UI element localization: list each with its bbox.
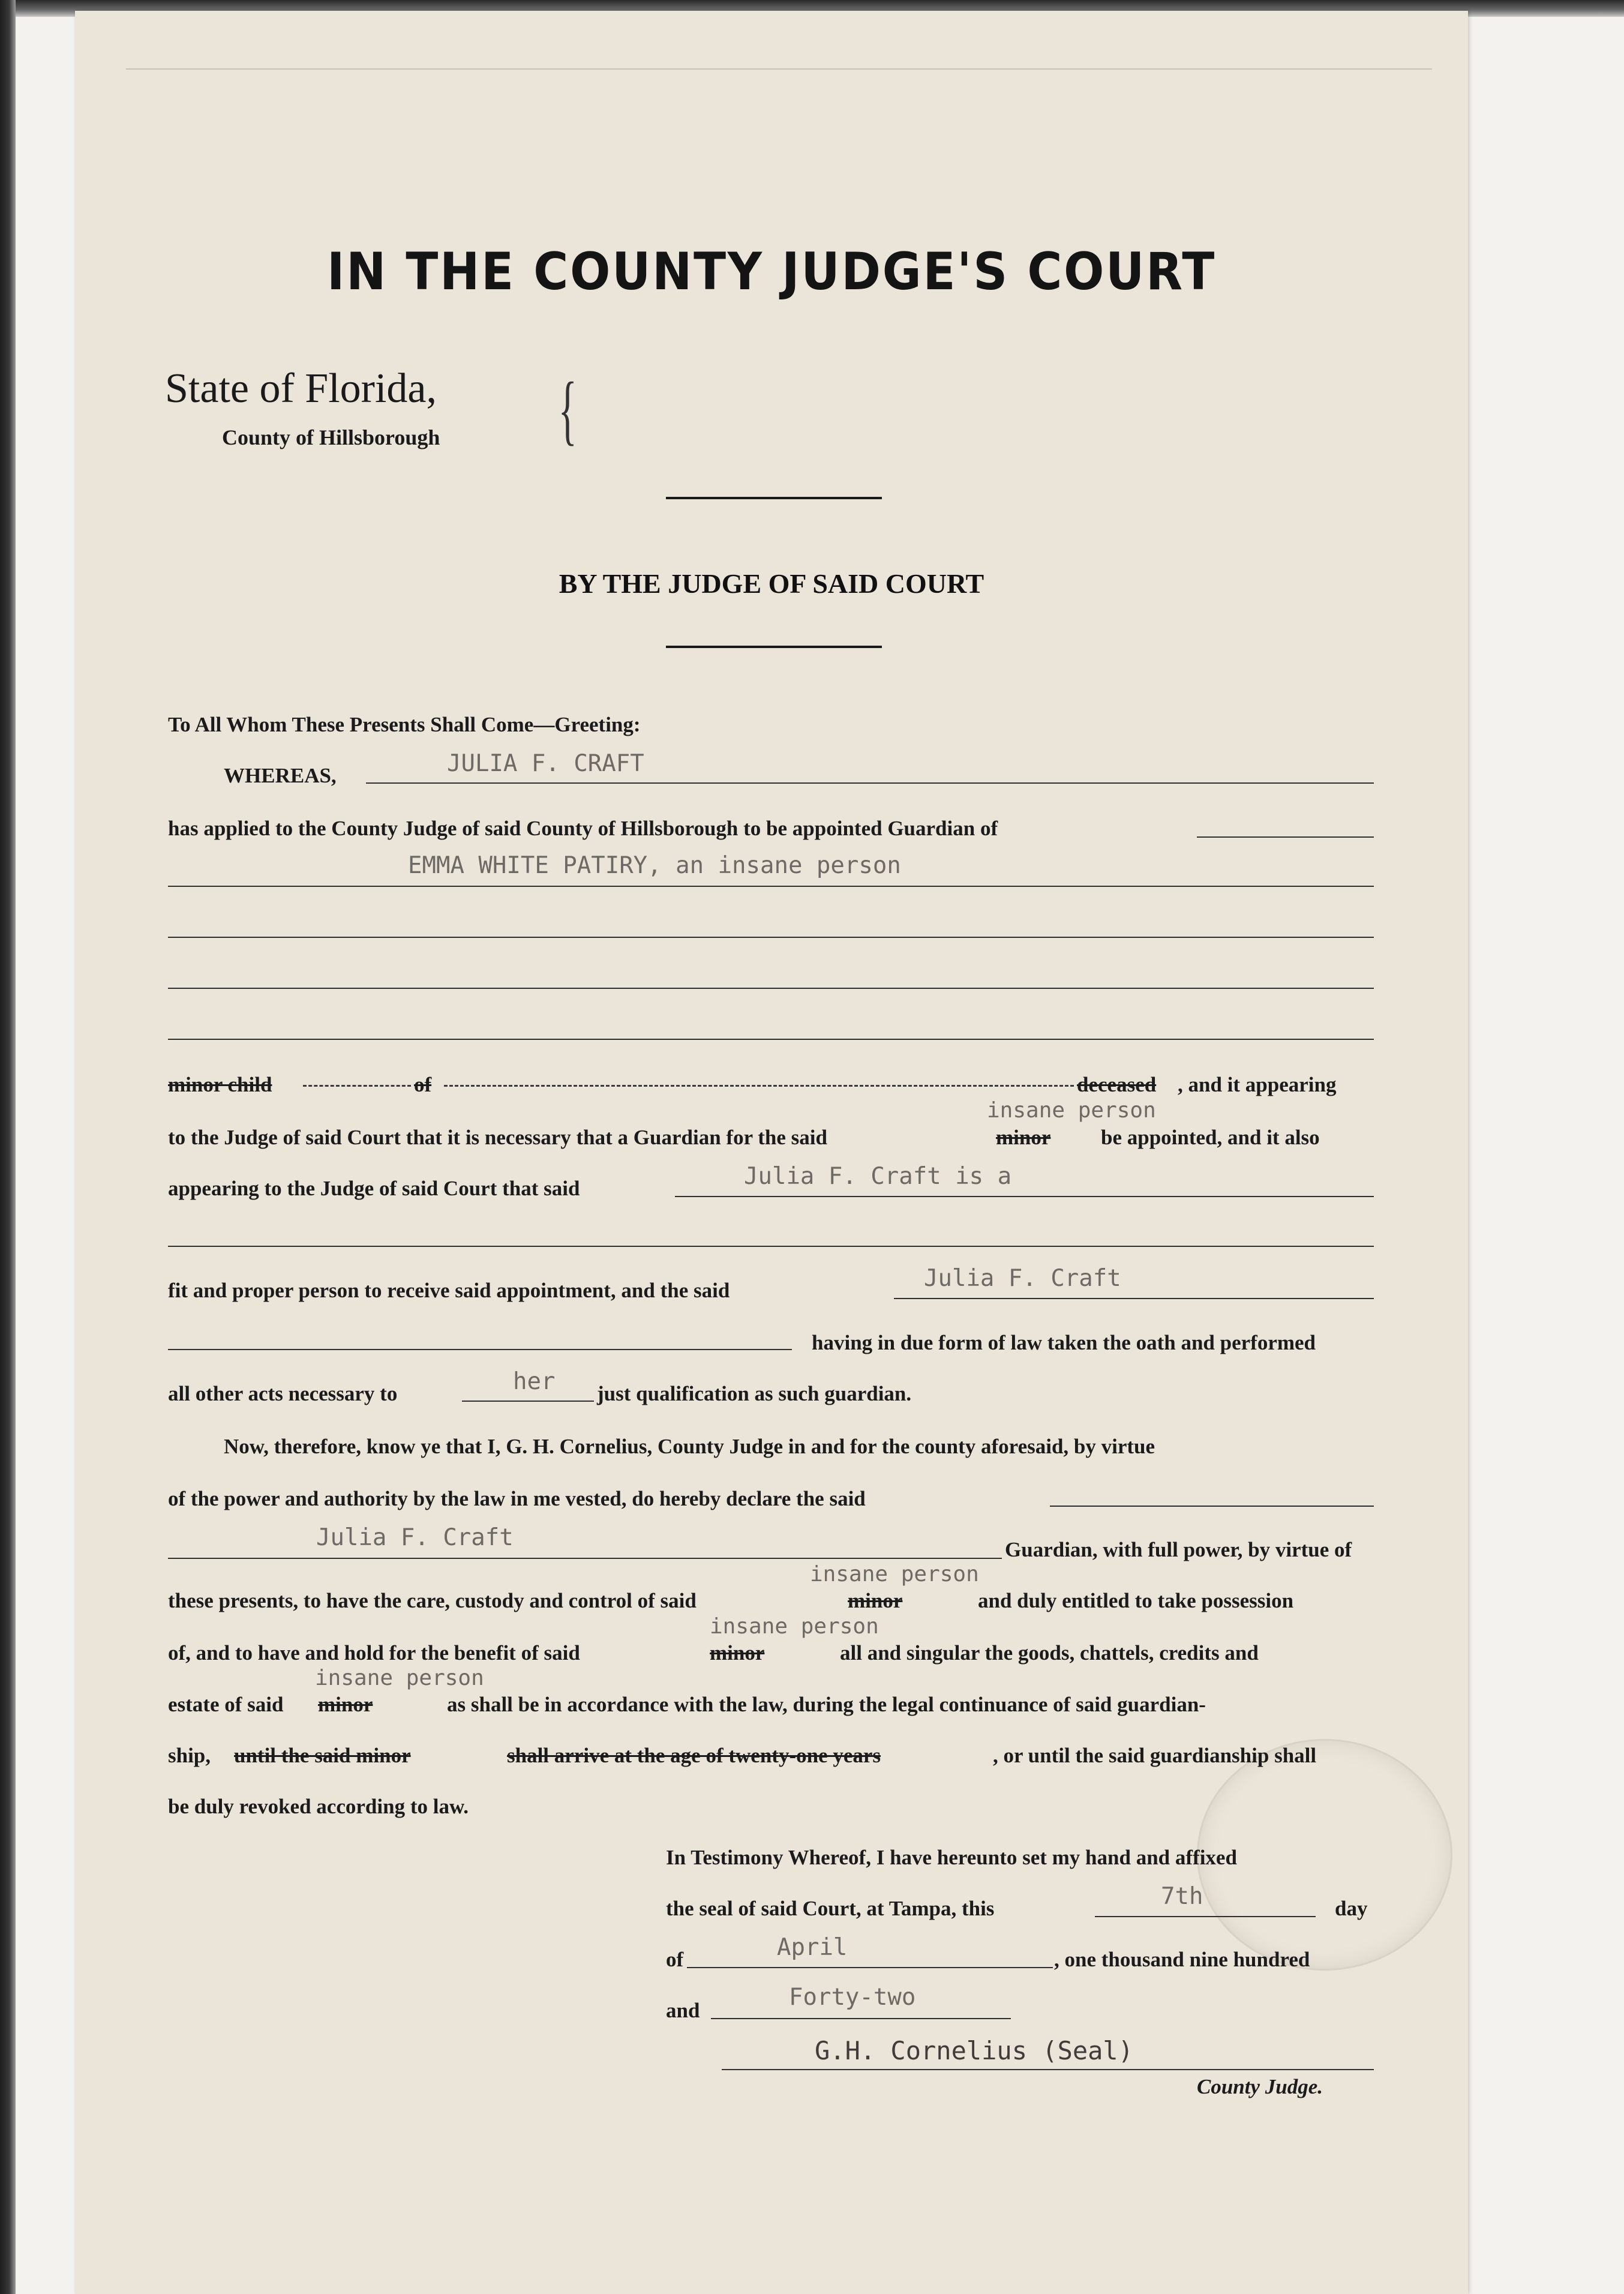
fill-line	[168, 886, 1374, 887]
fill-line	[168, 937, 1374, 938]
bracket-glyph: {	[558, 367, 577, 453]
signature-line	[722, 2069, 1374, 2070]
and-label: and	[666, 1999, 700, 2022]
fill-line	[168, 1558, 1002, 1559]
paper-fold	[126, 26, 1432, 70]
year-fill: Forty-two	[789, 1984, 916, 2011]
county-judge-title: County Judge.	[1197, 2075, 1323, 2098]
oath-text: having in due form of law taken the oath and performed	[812, 1331, 1316, 1354]
state-title: State of Florida,	[165, 365, 437, 412]
presents-text: these presents, to have the care, custody and control of said	[168, 1589, 697, 1612]
appearing-tail: , and it appearing	[1178, 1073, 1337, 1096]
applied-text: has applied to the County Judge of said County of Hillsborough to be appointed Guardian of	[168, 817, 998, 840]
hold-tail: all and singular the goods, chattels, credits and	[840, 1641, 1259, 1665]
month-fill: April	[777, 1934, 848, 1961]
scan-left-edge	[0, 0, 16, 2294]
document-page	[75, 11, 1468, 2294]
dash-line	[303, 1085, 411, 1087]
appearing-label: appearing to the Judge of said Court that said	[168, 1177, 580, 1200]
declare-fill: Julia F. Craft	[316, 1524, 514, 1551]
fill-line	[168, 1039, 1374, 1040]
divider-rule	[666, 646, 882, 648]
acts-label: all other acts necessary to	[168, 1382, 398, 1405]
court-title: IN THE COUNTY JUDGE'S COURT	[326, 242, 1217, 302]
estate-tail: as shall be in accordance with the law, during the legal continuance of said guardian-	[447, 1693, 1206, 1716]
ward-name: EMMA WHITE PATIRY, an insane person	[408, 852, 901, 879]
fill-line	[168, 988, 1374, 989]
struck-until-minor: until the said minor	[234, 1744, 411, 1767]
struck-minor: minor	[318, 1693, 373, 1716]
struck-minor: minor	[848, 1589, 903, 1612]
insane-person-insert: insane person	[710, 1614, 879, 1639]
fill-line	[1095, 1916, 1316, 1917]
dash-line	[444, 1085, 1074, 1087]
presents-tail: and duly entitled to take possession	[978, 1589, 1294, 1612]
judge-heading: BY THE JUDGE OF SAID COURT	[559, 568, 984, 599]
struck-of: of	[414, 1073, 432, 1096]
struck-minor-child: minor child	[168, 1073, 272, 1096]
fill-line	[168, 1246, 1374, 1247]
fill-line	[687, 1967, 1053, 1968]
revoked-text: be duly revoked according to law.	[168, 1795, 469, 1818]
appearing-fill: Julia F. Craft is a	[744, 1163, 1012, 1190]
struck-deceased: deceased	[1077, 1073, 1157, 1096]
estate-text: estate of said	[168, 1693, 284, 1716]
necessary-tail: be appointed, and it also	[1101, 1126, 1320, 1149]
fill-line	[675, 1196, 1374, 1197]
ship-tail: , or until the said guardianship shall	[993, 1744, 1317, 1767]
applicant-name: JULIA F. CRAFT	[447, 750, 644, 777]
fill-line	[168, 1349, 792, 1350]
divider-rule	[666, 497, 882, 499]
judge-signature: G.H. Cornelius (Seal)	[815, 2036, 1134, 2065]
now-therefore: Now, therefore, know ye that I, G. H. Cornelius, County Judge in and for the county aforesaid, by virtue	[224, 1435, 1155, 1458]
fill-line	[366, 782, 1374, 784]
whereas-label: WHEREAS,	[224, 764, 337, 787]
county-title: County of Hillsborough	[222, 425, 440, 449]
fill-line	[462, 1401, 594, 1402]
seal-text: the seal of said Court, at Tampa, this	[666, 1897, 995, 1920]
insane-person-insert: insane person	[987, 1098, 1156, 1123]
guardian-tail: Guardian, with full power, by virtue of	[1005, 1538, 1352, 1561]
testimony-line: In Testimony Whereof, I have hereunto set my hand and affixed	[666, 1846, 1237, 1869]
insane-person-insert: insane person	[315, 1666, 484, 1690]
fill-line	[894, 1298, 1374, 1299]
struck-minor: minor	[996, 1126, 1051, 1149]
fit-fill: Julia F. Craft	[924, 1265, 1121, 1292]
of-label: of	[666, 1948, 684, 1971]
year-text: , one thousand nine hundred	[1054, 1948, 1310, 1971]
power-text: of the power and authority by the law in me vested, do hereby declare the said	[168, 1487, 866, 1510]
acts-fill: her	[513, 1368, 556, 1395]
fill-line	[711, 2018, 1011, 2019]
struck-minor: minor	[710, 1641, 765, 1665]
fill-line	[1197, 836, 1374, 838]
day-fill: 7th	[1161, 1883, 1203, 1910]
ship-label: ship,	[168, 1744, 211, 1767]
greeting: To All Whom These Presents Shall Come—Greeting:	[168, 713, 641, 736]
hold-text: of, and to have and hold for the benefit of said	[168, 1641, 580, 1665]
insane-person-insert: insane person	[810, 1562, 979, 1587]
acts-tail: just qualification as such guardian.	[597, 1382, 912, 1405]
struck-age-clause: shall arrive at the age of twenty-one years	[507, 1744, 881, 1767]
fill-line	[1050, 1506, 1374, 1507]
necessary-text: to the Judge of said Court that it is necessary that a Guardian for the said	[168, 1126, 827, 1149]
fit-label: fit and proper person to receive said appointment, and the said	[168, 1279, 730, 1302]
day-label: day	[1335, 1897, 1368, 1920]
